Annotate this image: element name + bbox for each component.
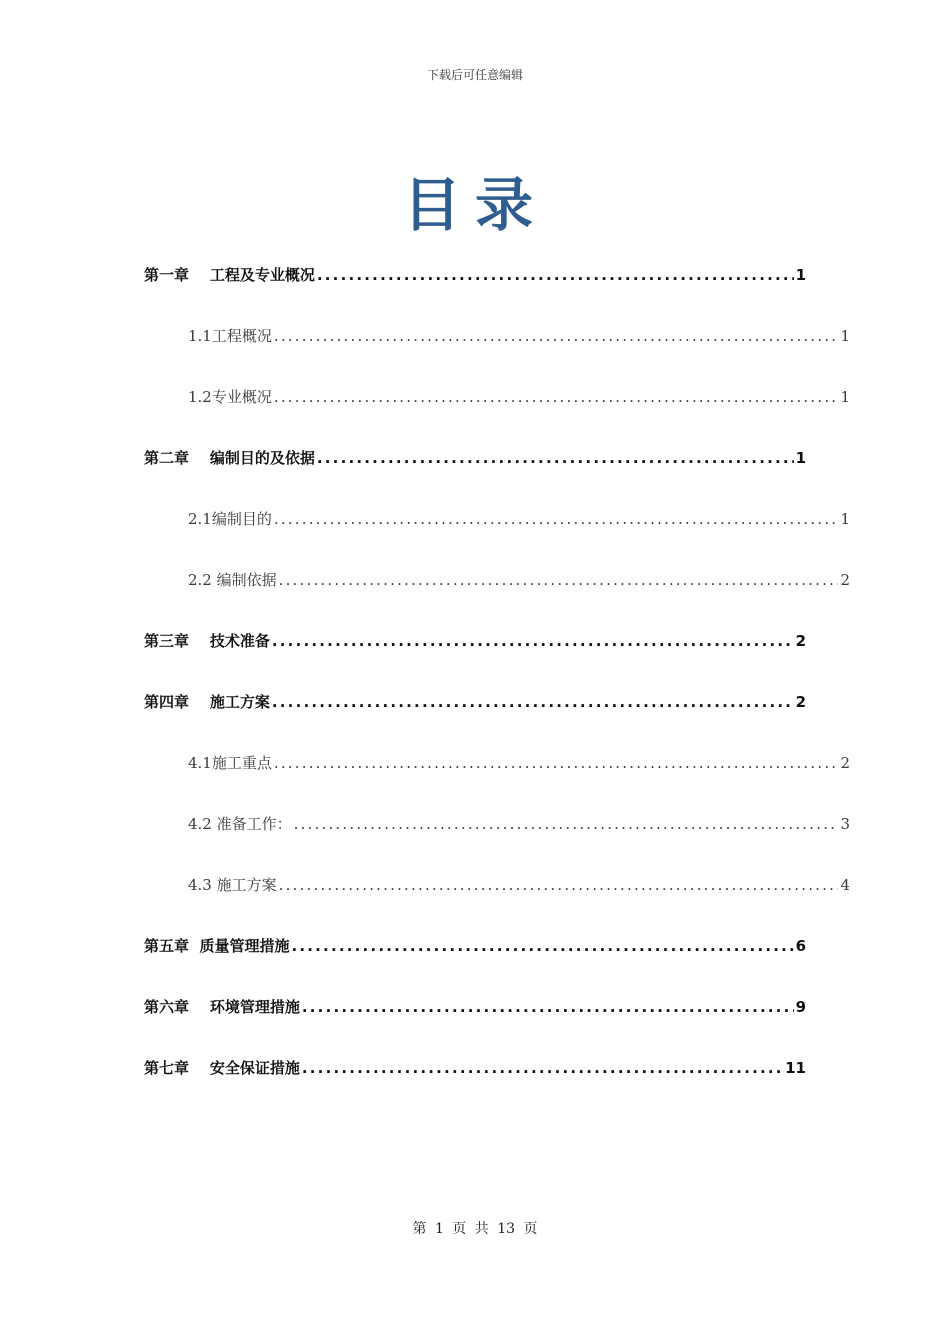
toc-leader-dots bbox=[272, 628, 794, 654]
toc-leader-dots bbox=[272, 689, 794, 715]
page-footer: 第 1 页 共 13 页 bbox=[412, 1221, 538, 1237]
toc-leader-dots bbox=[279, 872, 839, 898]
toc-entry-text: 第四章 施工方案 bbox=[144, 693, 270, 711]
toc-leader-dots bbox=[302, 1055, 783, 1081]
toc-leader-dots bbox=[294, 811, 839, 837]
toc-page-number: 1 bbox=[840, 388, 850, 406]
toc-leader-dots bbox=[274, 506, 839, 532]
toc-page-number: 6 bbox=[795, 937, 806, 955]
toc-entry-section-1-2[interactable] bbox=[144, 384, 850, 445]
toc-entry-text: 第六章 环境管理措施 bbox=[144, 998, 300, 1016]
toc-leader-dots bbox=[302, 994, 794, 1020]
toc-entry-section-4-1[interactable] bbox=[144, 750, 850, 811]
table-of-contents bbox=[144, 262, 850, 1116]
toc-entry-text: 4.3 施工方案 bbox=[188, 876, 277, 894]
toc-entry-text: 第五章 质量管理措施 bbox=[144, 937, 290, 955]
toc-page-number: 3 bbox=[840, 815, 850, 833]
toc-entry-section-1-1[interactable] bbox=[144, 323, 850, 384]
toc-entry-text: 第一章 工程及专业概况 bbox=[144, 266, 315, 284]
toc-entry-chapter-7[interactable] bbox=[144, 1055, 806, 1116]
toc-entry-text: 4.1施工重点 bbox=[188, 754, 272, 772]
toc-entry-text: 第二章 编制目的及依据 bbox=[144, 449, 315, 467]
toc-entry-section-2-2[interactable] bbox=[144, 567, 850, 628]
toc-page-number: 4 bbox=[840, 876, 850, 894]
toc-leader-dots bbox=[274, 323, 839, 349]
toc-entry-chapter-4[interactable] bbox=[144, 689, 806, 750]
toc-page-number: 1 bbox=[840, 510, 850, 528]
toc-entry-section-4-3[interactable] bbox=[144, 872, 850, 933]
toc-page-number: 1 bbox=[840, 327, 850, 345]
toc-page-number: 1 bbox=[795, 449, 806, 467]
toc-page-number: 9 bbox=[795, 998, 806, 1016]
toc-entry-text: 4.2 准备工作： bbox=[188, 815, 292, 833]
toc-page-number: 2 bbox=[795, 693, 806, 711]
toc-page-number: 2 bbox=[795, 632, 806, 650]
toc-entry-chapter-2[interactable] bbox=[144, 445, 806, 506]
toc-entry-text: 1.2专业概况 bbox=[188, 388, 272, 406]
toc-entry-chapter-5[interactable] bbox=[144, 933, 806, 994]
toc-title: 目录 bbox=[402, 171, 547, 239]
toc-leader-dots bbox=[291, 933, 793, 959]
toc-page-number: 1 bbox=[795, 266, 806, 284]
toc-leader-dots bbox=[279, 567, 839, 593]
page-header: 下载后可任意编辑 bbox=[426, 68, 523, 82]
toc-leader-dots bbox=[274, 384, 839, 410]
toc-page-number: 2 bbox=[840, 754, 850, 772]
toc-entry-section-4-2[interactable] bbox=[144, 811, 850, 872]
toc-entry-text: 第三章 技术准备 bbox=[144, 632, 270, 650]
toc-entry-section-2-1[interactable] bbox=[144, 506, 850, 567]
toc-entry-text: 第七章 安全保证措施 bbox=[144, 1059, 300, 1077]
toc-page-number: 2 bbox=[840, 571, 850, 589]
toc-entry-chapter-6[interactable] bbox=[144, 994, 806, 1055]
toc-leader-dots bbox=[317, 262, 794, 288]
toc-leader-dots bbox=[317, 445, 794, 471]
toc-entry-text: 2.2 编制依据 bbox=[188, 571, 277, 589]
toc-leader-dots bbox=[274, 750, 839, 776]
toc-entry-text: 2.1编制目的 bbox=[188, 510, 272, 528]
toc-entry-chapter-3[interactable] bbox=[144, 628, 806, 689]
toc-entry-text: 1.1工程概况 bbox=[188, 327, 272, 345]
toc-entry-chapter-1[interactable] bbox=[144, 262, 806, 323]
toc-page-number: 11 bbox=[785, 1059, 806, 1077]
